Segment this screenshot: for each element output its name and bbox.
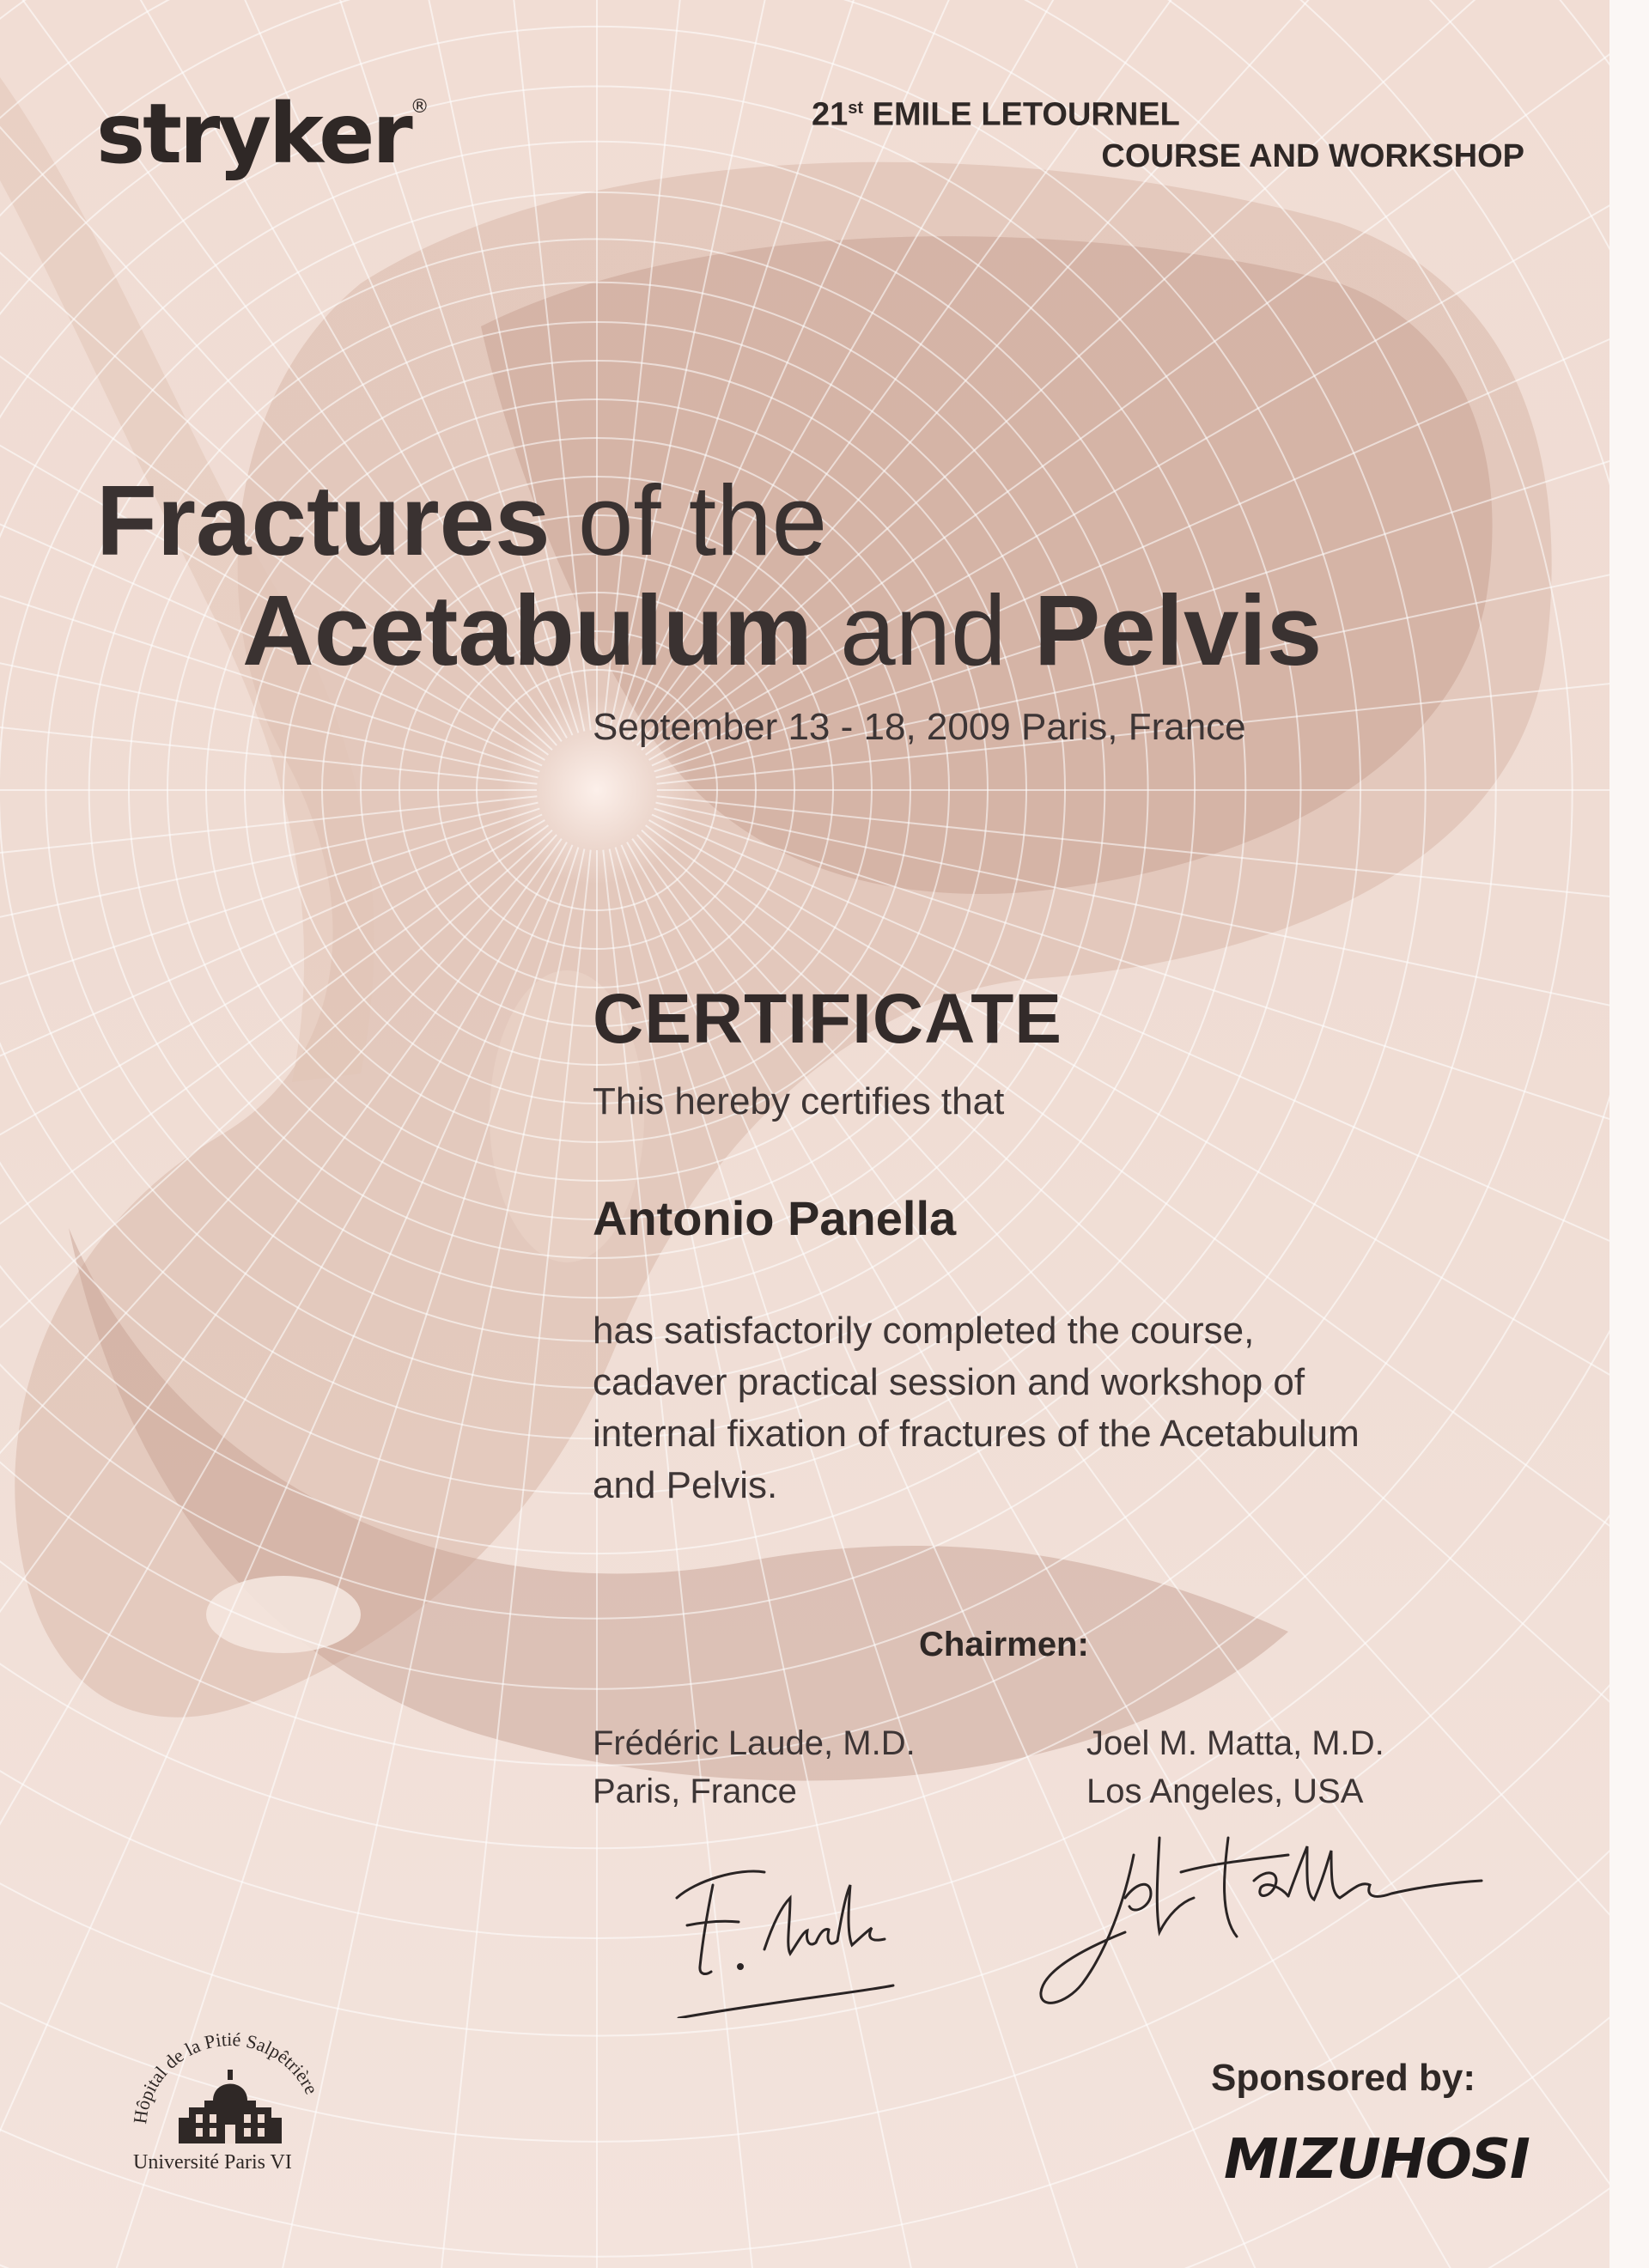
certifies-line: This hereby certifies that xyxy=(593,1080,1005,1122)
chairman-right-location: Los Angeles, USA xyxy=(1086,1772,1364,1810)
chairmen-label: Chairmen: xyxy=(919,1626,1089,1663)
recipient-name: Antonio Panella xyxy=(593,1191,957,1245)
chairman-left-name: Frédéric Laude, M.D. xyxy=(593,1724,916,1762)
seal-caption: Université Paris VI xyxy=(133,2151,292,2174)
scan-margin xyxy=(1609,0,1649,2268)
title-word-pelvis: Pelvis xyxy=(1033,575,1323,686)
statement-line: and Pelvis. xyxy=(593,1464,778,1506)
course-dates: September 13 - 18, 2009 Paris, France xyxy=(593,706,1246,748)
mizuho-logo: MIZUHOSI xyxy=(1224,2128,1530,2192)
signature-laude xyxy=(661,1846,919,2018)
title-word-and: and xyxy=(840,575,1007,686)
logo-wordmark: stryker xyxy=(96,86,411,182)
statement-line: internal fixation of fractures of the Acetabulum xyxy=(593,1413,1360,1455)
chairman-right-name: Joel M. Matta, M.D. xyxy=(1086,1724,1384,1762)
stryker-logo xyxy=(96,86,429,182)
course-title-line1 xyxy=(812,88,1524,136)
chairman-right xyxy=(1086,1719,1384,1815)
title-word-acetabulum: Acetabulum xyxy=(242,575,812,686)
main-title xyxy=(96,465,1556,686)
statement-line: cadaver practical session and workshop of xyxy=(593,1361,1305,1403)
course-title-line2: COURSE AND WORKSHOP xyxy=(1101,137,1524,174)
course-name: EMILE LETOURNEL xyxy=(872,96,1180,133)
completion-statement xyxy=(593,1305,1555,1511)
registered-mark: ® xyxy=(410,96,429,118)
chairman-left xyxy=(593,1719,916,1815)
hospital-seal-emblem xyxy=(127,2018,333,2156)
edition-suffix: st xyxy=(848,99,864,118)
title-word-of-the: of the xyxy=(577,465,828,576)
signature-matta xyxy=(1031,1821,1494,2018)
seal-arc-text: Hôpital de la Pitié Salpêtrière xyxy=(129,2028,323,2125)
edition-number: 21 xyxy=(812,96,849,133)
course-title xyxy=(812,88,1524,177)
statement-line: has satisfactorily completed the course, xyxy=(593,1310,1255,1352)
sponsor-label: Sponsored by: xyxy=(1211,2057,1476,2099)
certificate-heading: CERTIFICATE xyxy=(593,980,1063,1058)
title-word-fractures: Fractures xyxy=(96,465,551,576)
chairman-left-location: Paris, France xyxy=(593,1772,797,1810)
